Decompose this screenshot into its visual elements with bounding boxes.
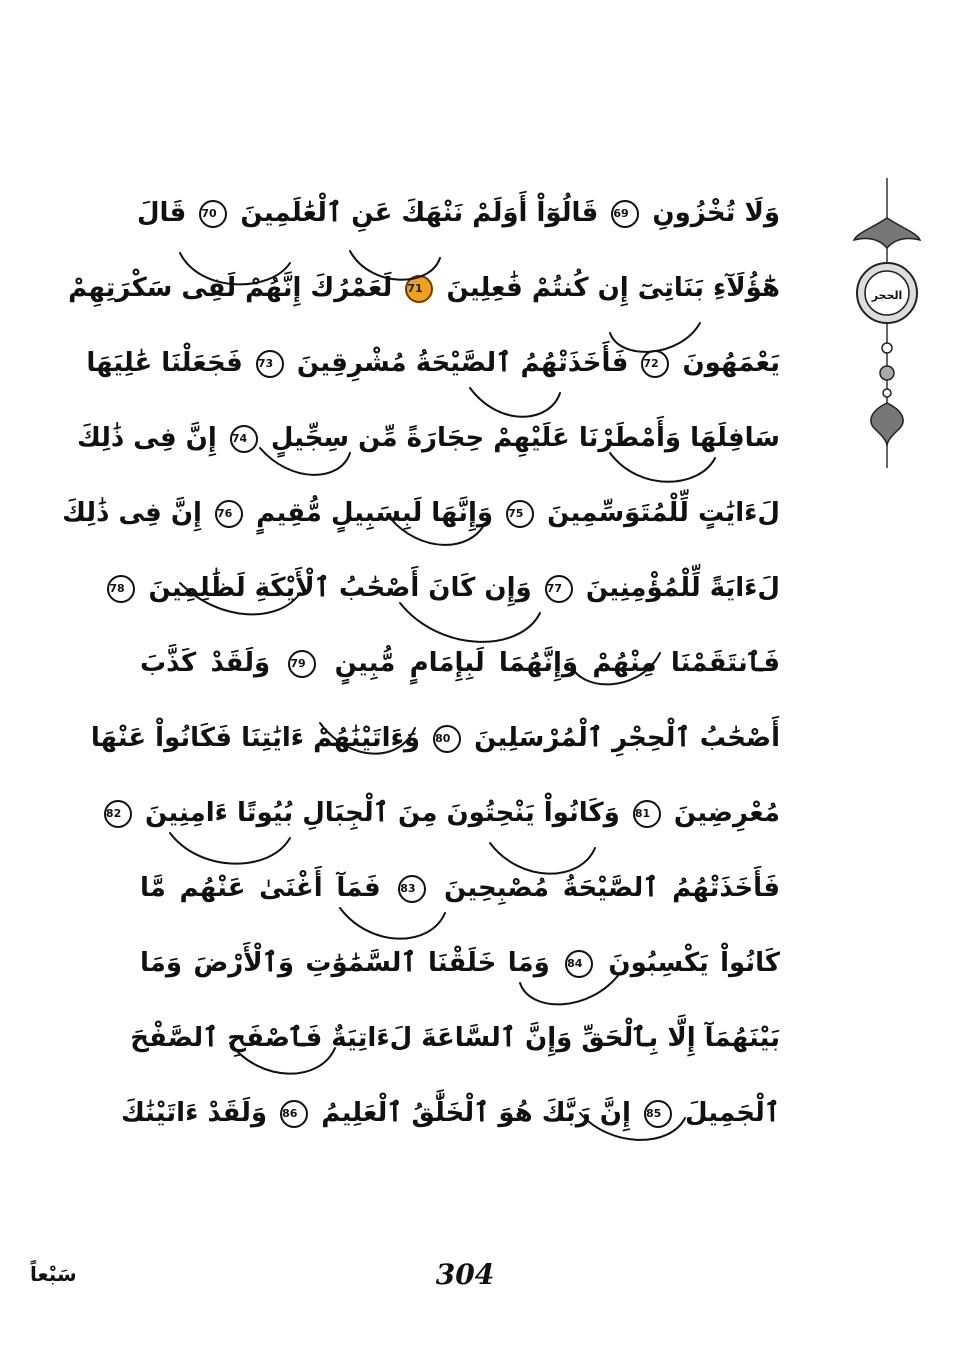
ayah-number-marker: 70 (199, 200, 227, 228)
ayah-number-marker: 84 (565, 950, 593, 978)
surah-name-badge: الحجر (871, 289, 903, 302)
verse-text: وَلَقَدْ ءَاتَيْنَٰكَ (120, 1098, 268, 1128)
ayah-number-marker: 72 (641, 350, 669, 378)
text-line (86, 333, 780, 393)
verse-text: فَأَخَذَتْهُمُ ٱلصَّيْحَةُ مُصْبِحِينَ (443, 873, 780, 903)
verse-text: مُعْرِضِينَ (673, 798, 780, 828)
text-line (140, 633, 780, 693)
verse-text: أَصْحَٰبُ ٱلْحِجْرِ ٱلْمُرْسَلِينَ (474, 723, 780, 753)
text-line (105, 783, 780, 843)
verse-text: إِنَّ رَبَّكَ هُوَ ٱلْخَلَّٰقُ ٱلْعَلِيمُ (321, 1098, 631, 1128)
verse-text: قَالَ (136, 198, 187, 228)
verse-text: وَإِن كَانَ أَصْحَٰبُ ٱلْأَيْكَةِ لَظَٰلِمِينَ (148, 573, 532, 603)
text-line (130, 1008, 780, 1068)
surah-ornament-icon (852, 178, 922, 468)
ayah-number-marker: 82 (104, 800, 132, 828)
verse-text: لَءَايَٰتٍ لِّلْمُتَوَسِّمِينَ (547, 498, 780, 528)
verse-text: وَإِنَّهَا لَبِسَبِيلٍ مُّقِيمٍ (256, 498, 494, 528)
verse-text: وَمَا خَلَقْنَا ٱلسَّمَٰوَٰتِ وَٱلْأَرْضَ وَمَا (140, 948, 550, 978)
ayah-number-marker: 73 (256, 350, 284, 378)
verse-text: لَعَمْرُكَ إِنَّهُمْ لَفِى سَكْرَتِهِمْ (68, 273, 393, 303)
verse-text: سَافِلَهَا وَأَمْطَرْنَا عَلَيْهِمْ حِجَارَةً مِّن سِجِّيلٍ (270, 423, 780, 453)
ayah-number-marker: 71 (405, 275, 433, 303)
ayah-number-marker: 69 (611, 200, 639, 228)
ayah-number-marker: 85 (644, 1100, 672, 1128)
ayah-number-marker: 76 (215, 500, 243, 528)
text-line (68, 258, 780, 318)
text-line (90, 708, 780, 768)
verse-text: وَلَا تُخْزُونِ (652, 198, 780, 228)
quran-text-block (62, 183, 780, 1163)
text-line (62, 483, 780, 543)
ayah-number-marker: 83 (398, 875, 426, 903)
verse-text: إِنَّ فِى ذَٰلِكَ (62, 498, 202, 528)
verse-text: فَٱنتَقَمْنَا مِنْهُمْ وَإِنَّهُمَا لَبِإِمَامٍ مُّبِينٍ (334, 648, 780, 678)
ayah-number-marker: 78 (107, 575, 135, 603)
verse-text: ٱلْجَمِيلَ (685, 1098, 780, 1128)
ayah-number-marker: 77 (545, 575, 573, 603)
catchword: سَبْعاً (30, 1262, 77, 1286)
verse-text: إِنَّ فِى ذَٰلِكَ (76, 423, 217, 453)
text-line (76, 408, 780, 468)
verse-text: وَءَاتَيْنَٰهُمْ ءَايَٰتِنَا فَكَانُواْ عَنْهَا (90, 723, 421, 753)
verse-text: فَجَعَلْنَا عَٰلِيَهَا (86, 348, 243, 378)
ayah-number-marker: 80 (433, 725, 461, 753)
page-number: 304 (435, 1258, 495, 1291)
verse-text: لَءَايَةً لِّلْمُؤْمِنِينَ (585, 573, 780, 603)
text-line (140, 933, 780, 993)
ayah-number-marker: 74 (230, 425, 258, 453)
verse-text: وَكَانُواْ يَنْحِتُونَ مِنَ ٱلْجِبَالِ بُيُوتًا ءَامِنِينَ (144, 798, 620, 828)
verse-text: وَلَقَدْ كَذَّبَ (140, 648, 271, 678)
ayah-number-marker: 81 (633, 800, 661, 828)
ayah-number-marker: 86 (280, 1100, 308, 1128)
verse-text: فَأَخَذَتْهُمُ ٱلصَّيْحَةُ مُشْرِقِينَ (296, 348, 629, 378)
verse-text: يَعْمَهُونَ (682, 348, 780, 378)
ayah-number-marker: 79 (288, 650, 316, 678)
verse-text: كَانُواْ يَكْسِبُونَ (608, 948, 780, 978)
text-line (120, 1083, 780, 1143)
text-line (109, 558, 780, 618)
verse-text: فَمَآ أَغْنَىٰ عَنْهُم مَّا (140, 873, 381, 903)
text-line (136, 183, 780, 243)
ayah-number-marker: 75 (506, 500, 534, 528)
verse-text: قَالُوٓاْ أَوَلَمْ نَنْهَكَ عَنِ ٱلْعَٰلَمِينَ (240, 198, 599, 228)
text-line (140, 858, 780, 918)
verse-text: بَيْنَهُمَآ إِلَّا بِٱلْحَقِّ وَإِنَّ ٱلسَّاعَةَ لَءَاتِيَةٌ فَٱصْفَحِ ٱلصَّفْحَ (130, 1023, 780, 1053)
verse-text: هَٰٓؤُلَآءِ بَنَاتِىٓ إِن كُنتُمْ فَٰعِلِينَ (446, 273, 780, 303)
